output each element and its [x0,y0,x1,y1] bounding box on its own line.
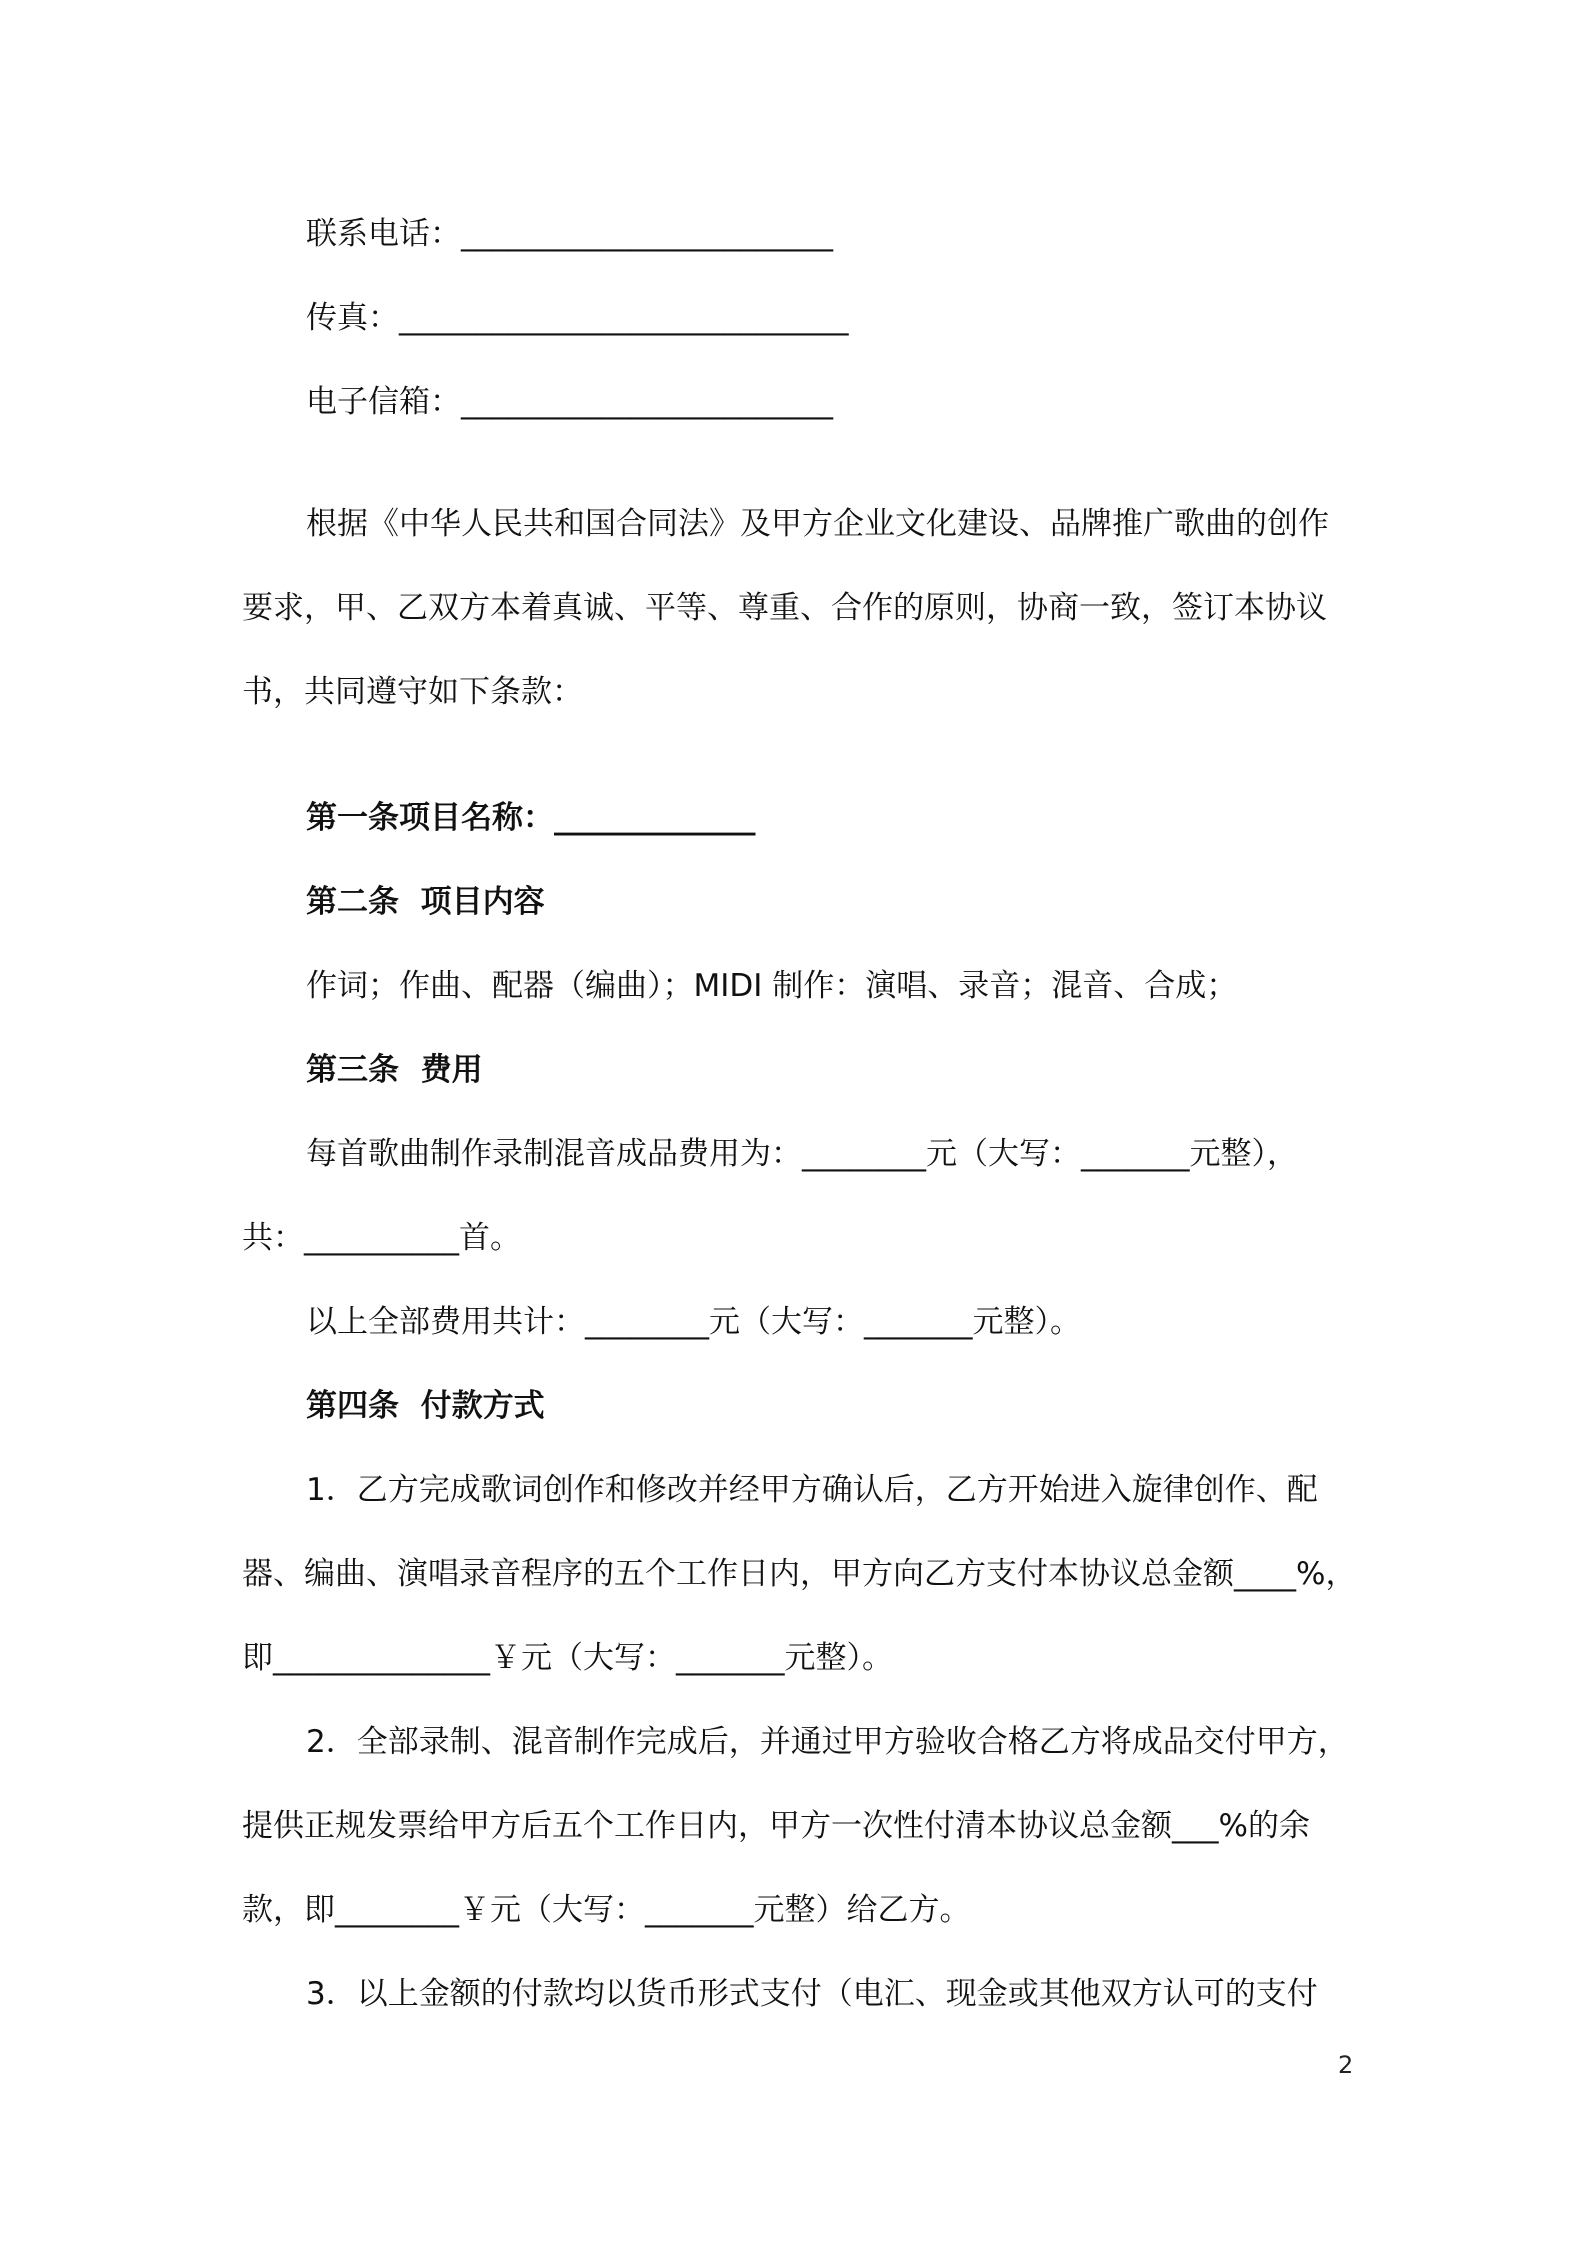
article-4-item-1-line-3: 即______________￥元（大写：_______元整）。 [242,1640,893,1676]
preamble-line-1: 根据《中华人民共和国合同法》及甲方企业文化建设、品牌推广歌曲的创作 [306,506,1329,542]
article-4-item-1-line-1: 1．乙方完成歌词创作和修改并经甲方确认后，乙方开始进入旋律创作、配 [306,1472,1318,1508]
article-3-heading: 第三条 费用 [306,1052,483,1088]
article-2-content: 作词；作曲、配器（编曲）；MIDI 制作：演唱、录音；混音、合成； [306,968,1238,1004]
contact-fax-line: 传真：_____________________________ [306,300,849,336]
contact-phone-line: 联系电话：________________________ [306,216,833,252]
article-4-item-1-line-2: 器、编曲、演唱录音程序的五个工作日内，甲方向乙方支付本协议总金额____%， [242,1556,1357,1592]
article-2-heading: 第二条 项目内容 [306,884,545,920]
article-3-line-1: 每首歌曲制作录制混音成品费用为：________元（大写：_______元整）， [306,1136,1298,1172]
article-3-line-2: 共：__________首。 [242,1220,521,1256]
page-number: 2 [1338,2051,1354,2079]
article-4-item-2-line-2: 提供正规发票给甲方后五个工作日内，甲方一次性付清本协议总金额___%的余 [242,1808,1310,1844]
contact-email-line: 电子信箱：________________________ [306,384,833,420]
article-4-item-3-line-1: 3．以上金额的付款均以货币形式支付（电汇、现金或其他双方认可的支付 [306,1976,1318,2012]
article-3-line-3: 以上全部费用共计：________元（大写：_______元整）。 [306,1304,1081,1340]
article-1-heading: 第一条项目名称：_____________ [306,800,756,836]
preamble-line-3: 书，共同遵守如下条款： [242,674,583,710]
article-4-item-2-line-1: 2．全部录制、混音制作完成后，并通过甲方验收合格乙方将成品交付甲方， [306,1724,1349,1760]
preamble-line-2: 要求，甲、乙双方本着真诚、平等、尊重、合作的原则，协商一致，签订本协议 [242,590,1327,626]
article-4-heading: 第四条 付款方式 [306,1388,545,1424]
article-4-item-2-line-3: 款，即________￥元（大写：_______元整）给乙方。 [242,1892,971,1928]
